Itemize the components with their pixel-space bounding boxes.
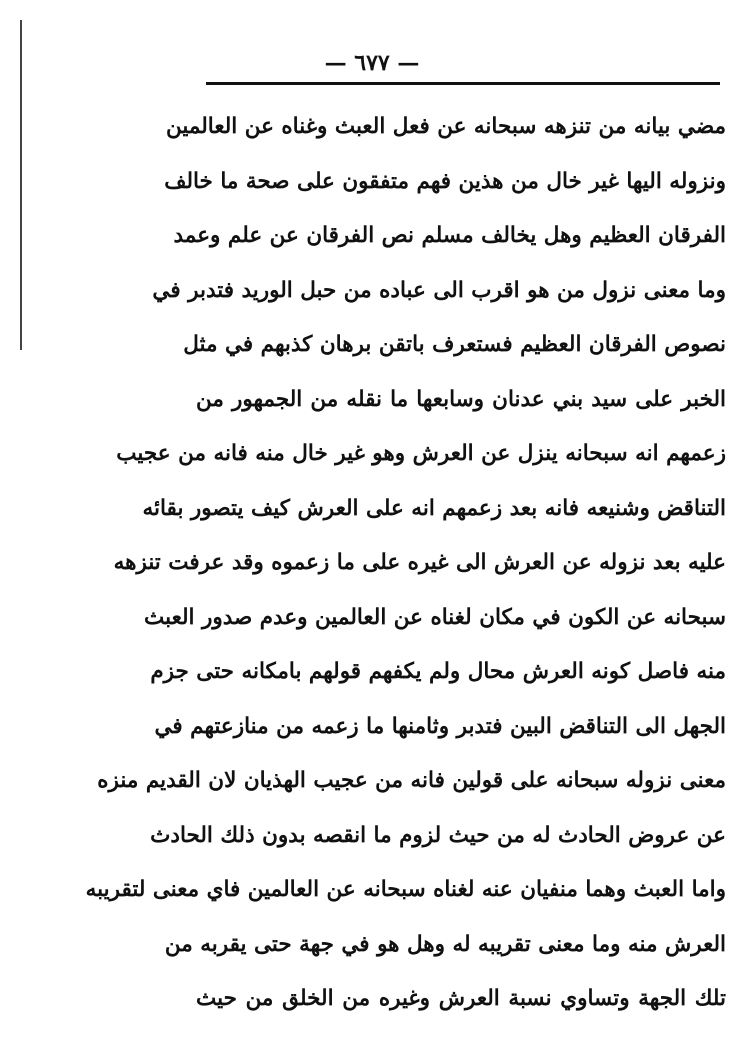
text-line: سبحانه عن الكون في مكان لغناه عن العالمين وعدم صدور العبث	[143, 604, 726, 630]
page-number: — ٦٧٧ —	[324, 50, 420, 76]
text-line: الخبر على سيد بني عدنان وسابعها ما نقله من الجمهور من	[196, 386, 726, 412]
text-line: نصوص الفرقان العظيم فستعرف باتقن برهان كذبهم في مثل	[183, 332, 726, 357]
page-header	[0, 48, 744, 84]
text-line: زعمهم انه سبحانه ينزل عن العرش وهو غير خال منه فانه من عجيب	[116, 441, 726, 466]
text-line: التناقض وشنيعه فانه بعد زعمهم انه على العرش كيف يتصور بقائه	[142, 495, 726, 521]
text-line: عن عروض الحادث له من حيث لزوم ما انقصه بدون ذلك الحادث	[150, 822, 726, 848]
text-line: الجهل الى التناقض البين فتدبر وثامنها ما زعمه من منازعتهم في	[154, 713, 726, 739]
text-line: عليه بعد نزوله عن العرش الى غيره على ما زعموه وقد عرفت تنزهه	[113, 550, 726, 575]
text-line: واما العبث وهما منفيان عنه لغناه سبحانه عن العالمين فاي معنى لتقريبه	[85, 877, 726, 902]
body-text	[85, 100, 726, 1011]
text-line: العرش منه وما معنى تقريبه له وهل هو في جهة حتى يقربه من	[164, 931, 726, 957]
text-line: معنى نزوله سبحانه على قولين فانه من عجيب الهذيان لان القديم منزه	[97, 768, 726, 793]
text-line: مضي بيانه من تنزهه سبحانه عن فعل العبث وغناه عن العالمين	[165, 114, 726, 139]
text-line: تلك الجهة وتساوي نسبة العرش وغيره من الخلق من حيث	[196, 986, 726, 1011]
text-line: ونزوله اليها غير خال من هذين فهم متفقون على صحة ما خالف	[164, 168, 726, 194]
text-line: وما معنى نزول من هو اقرب الى عباده من حبل الوريد فتدبر في	[152, 277, 726, 303]
text-line: الفرقان العظيم وهل يخالف مسلم نص الفرقان عن علم وعمد	[173, 223, 726, 248]
text-line: منه فاصل كونه العرش محال ولم يكفهم قولهم بامكانه حتى جزم	[150, 659, 726, 684]
header-rule	[206, 82, 720, 85]
